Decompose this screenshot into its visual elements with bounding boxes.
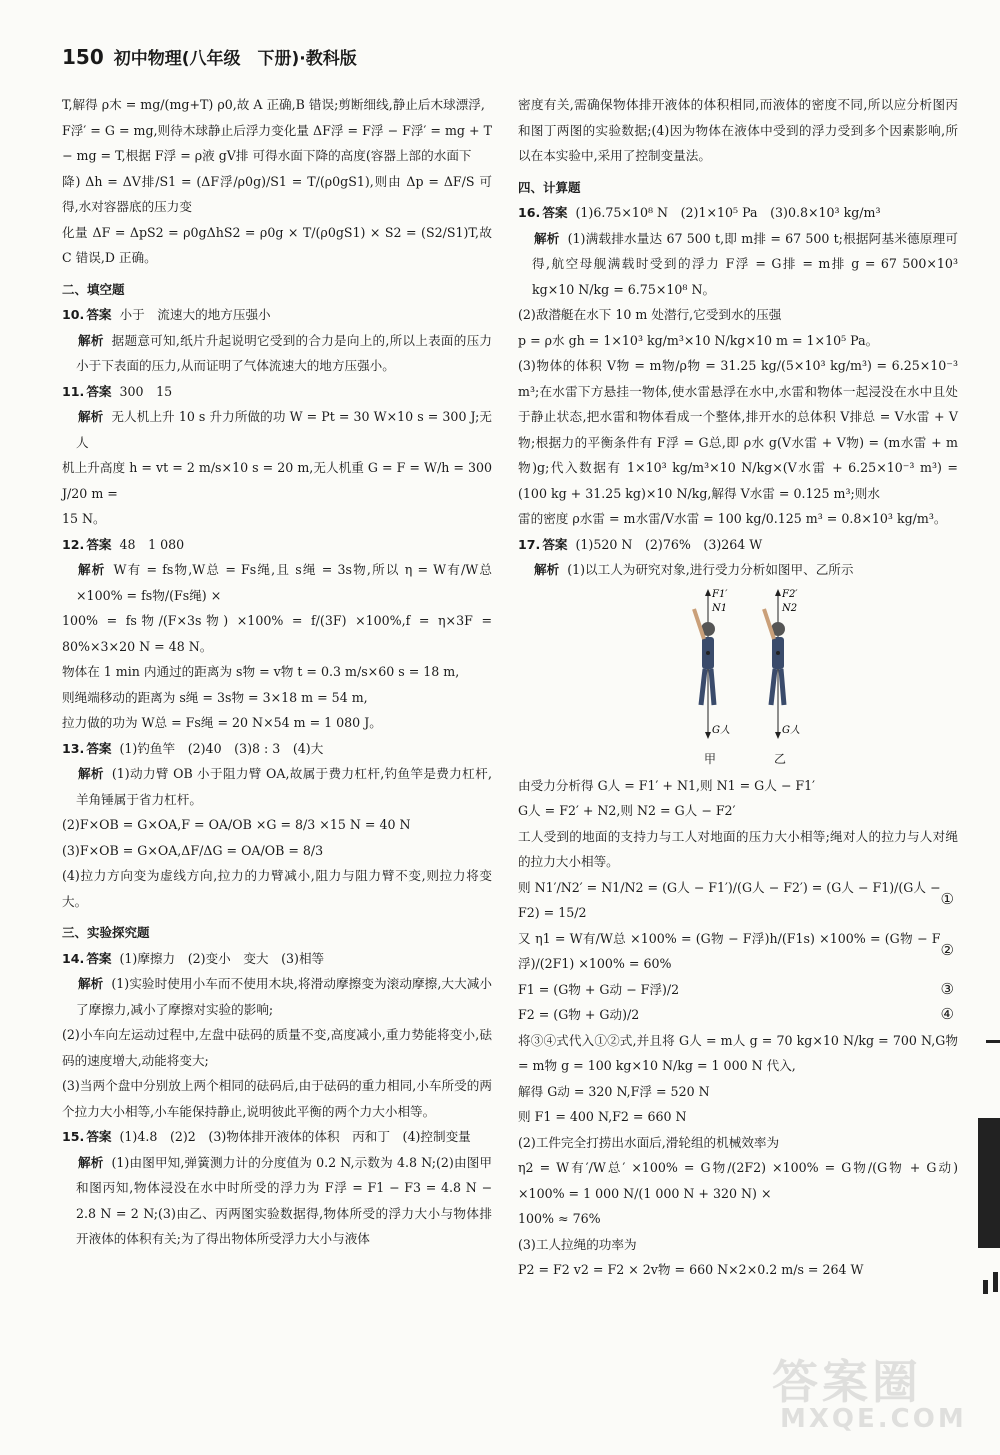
q13-answer (62, 736, 492, 762)
q10-number: 10. (62, 307, 85, 322)
q15-answer-text: (1)4.8 (2)2 (3)物体排开液体的体积 丙和丁 (4)控制变量 (119, 1129, 471, 1144)
page-number: 150 (62, 45, 104, 69)
answer-tag: 答案 (86, 950, 112, 966)
force-label: G人 (782, 724, 800, 736)
q16-explanation-line: 雷的密度 ρ水雷 = m水雷/V水雷 = 100 kg/0.125 m³ = 0.8×10³ kg/m³。 (518, 511, 947, 526)
q10-answer-text: 小于 流速大的地方压强小 (119, 307, 271, 322)
explain-tag: 解析 (78, 409, 104, 424)
q16-explanation-text: (1)满载排水量达 67 500 t,即 m排 = 67 500 t;根据阿基米德原理可得,航空母舰满载时受到的浮力 F浮 = G排 = m排 g = 67 500×10³ kg×10 N/kg = 6.75×10⁸ N。 (532, 230, 958, 297)
q12-answer (62, 532, 492, 558)
arrow-up-icon (775, 589, 781, 596)
worker-figure-a (694, 589, 730, 739)
q11-answer-text: 300 15 (119, 383, 173, 399)
q12-explanation-line: 则绳端移动的距离为 s绳 = 3s物 = 3×18 m = 54 m, (62, 689, 368, 705)
q17-line: 工人受到的地面的支持力与工人对地面的压力大小相等;绳对人的拉力与人对绳的拉力大小相等。 (518, 828, 958, 869)
q15-number: 15. (62, 1129, 85, 1144)
q17-number: 17. (518, 536, 541, 552)
worker-figure-b (764, 589, 800, 739)
equation-text: 则 N1′/N2′ = N1/N2 = (G人 − F1′)/(G人 − F2′) = (G人 − F1)/(G人 − F2) = 15/2 (518, 879, 941, 920)
explain-tag: 解析 (78, 976, 104, 991)
equation-number: ② (940, 941, 954, 960)
carry-line: 降) Δh = ΔV排/S1 = (ΔF浮/ρ0g)/S1 = T/(ρ0gS1),则由 Δp = ΔF/S 可得,水对容器底的压力变 (62, 173, 492, 214)
answer-tag: 答案 (542, 205, 568, 220)
watermark-logo: 答案圈 (772, 1355, 922, 1409)
equation-1 (518, 875, 958, 926)
q13-number: 13. (62, 740, 85, 756)
q17-line: η2 = W有′/W总′ ×100% = G物/(2F2) ×100% = G物/(G物 + G动) ×100% = 1 000 N/(1 000 N + 320 N) × (518, 1160, 958, 1201)
q17-explanation (518, 557, 958, 583)
q17-line: 由受力分析得 G人 = F1′ + N1,则 N1 = G人 − F1′ (518, 777, 815, 793)
watermark (752, 1346, 982, 1441)
q14-answer (62, 946, 492, 972)
q17-answer (518, 532, 958, 558)
q11-explanation-line: 15 N。 (62, 511, 106, 526)
q14-number: 14. (62, 950, 85, 966)
carry-line: T,解得 ρ木 = mg/(mg+T) ρ0,故 A 正确,B 错误;剪断细线,静止后木球漂浮, (62, 97, 485, 112)
scan-edge-mark (983, 1280, 988, 1294)
q12-number: 12. (62, 536, 85, 552)
force-label: F2′ (782, 588, 798, 600)
force-diagram-svg (678, 587, 818, 747)
q14-explanation (62, 971, 492, 1022)
arrow-up-icon (705, 589, 711, 596)
q10-answer (62, 302, 492, 328)
section-calculation: 四、计算题 (518, 179, 581, 195)
q10-explanation-text: 据题意可知,纸片升起说明它受到的合力是向上的,所以上表面的压力小于下表面的压力,从而证明了气体流速大的地方压强小。 (76, 332, 493, 373)
page-header (62, 44, 942, 74)
equation-number: ④ (940, 1005, 954, 1023)
force-point-icon (776, 651, 780, 655)
q11-answer (62, 379, 492, 405)
q15-explanation-text: (1)由图甲知,弹簧测力计的分度值为 0.2 N,示数为 4.8 N;(2)由图甲和图丙知,物体浸没在水中时所受的浮力为 F浮 = F1 − F3 = 4.8 N − 2.8 N = 2 N;(3)由乙、丙两图实验数据得,物体所受的浮力大小与物体排开液体的体积有关;为了得出物体所受浮力大小与液体 (76, 1154, 493, 1246)
worker-arm-icon (764, 609, 774, 639)
q17-answer-text: (1)520 N (2)76% (3)264 W (575, 536, 763, 552)
q17-line: 解得 G动 = 320 N,F浮 = 520 N (518, 1083, 710, 1099)
figure-label-yi: 乙 (774, 751, 787, 766)
section-fill-blank: 二、填空题 (62, 281, 125, 297)
explain-tag: 解析 (78, 332, 104, 348)
left-column (62, 92, 492, 1252)
q13-answer-text: (1)钓鱼竿 (2)40 (3)8 : 3 (4)大 (119, 740, 324, 756)
q16-answer (518, 200, 958, 226)
q16-answer-text: (1)6.75×10⁸ N (2)1×10⁵ Pa (3)0.8×10³ kg/m³ (575, 205, 881, 220)
carry-paragraph: 密度有关,需确保物体排开液体的体积相同,而液体的密度不同,所以应分析图丙和图丁两图的实验数据;(4)因为物体在液体中受到的浮力受到多个因素影响,所以在本实验中,采用了控制变量法。 (518, 97, 958, 163)
q14-explanation-line: (2)小车向左运动过程中,左盘中砝码的质量不变,高度减小,重力势能将变小,砝码的速度增大,动能将变大; (62, 1027, 492, 1068)
q11-explanation-line: 机上升高度 h = vt = 2 m/s×10 s = 20 m,无人机重 G = F = W/h = 300 J/20 m = (62, 460, 492, 501)
q14-explanation-line: (3)当两个盘中分别放上两个相同的砝码后,由于砝码的重力相同,小车所受的两个拉力大小相等,小车能保持静止,说明彼此平衡的两个力大小相等。 (62, 1078, 492, 1119)
q17-line: (2)工件完全打捞出水面后,滑轮组的机械效率为 (518, 1134, 780, 1150)
q12-explanation-line: 物体在 1 min 内通过的距离为 s物 = v物 t = 0.3 m/s×60 s = 18 m, (62, 664, 460, 679)
carry-line: F浮′ = G = mg,则待木球静止后浮力变化量 ΔF浮 = F浮 − F浮′ = mg + T − mg = T,根据 F浮 = ρ液 gV排 可得水面下降的高度(容器上部的水面下 (62, 122, 492, 163)
explain-tag: 解析 (534, 562, 560, 577)
section-experiment: 三、实验探究题 (62, 925, 150, 940)
q16-explanation-line: (2)敌潜艇在水下 10 m 处潜行,它受到水的压强 (518, 307, 782, 322)
answer-tag: 答案 (86, 1129, 112, 1144)
explain-tag: 解析 (534, 230, 560, 246)
scan-edge-mark (986, 1040, 1000, 1043)
force-label: F1′ (712, 588, 728, 600)
force-label: G人 (712, 724, 730, 736)
force-label: N1 (712, 602, 728, 614)
watermark-url: MXQE.COM (780, 1404, 967, 1434)
equation-2 (518, 926, 958, 977)
q12-explanation-text: W有 = fs物,W总 = Fs绳,且 s绳 = 3s物,所以 η = W有/W总 ×100% = fs物/(Fs绳) × (76, 562, 492, 603)
scan-edge-mark (978, 1118, 1000, 1248)
q16-explanation (518, 226, 958, 303)
q16-explanation-line: p = ρ水 gh = 1×10³ kg/m³×10 N/kg×10 m = 1×10⁵ Pa。 (518, 332, 879, 348)
q17-line: 则 F1 = 400 N,F2 = 660 N (518, 1109, 687, 1124)
answer-tag: 答案 (86, 307, 112, 322)
q17-line: 100% ≈ 76% (518, 1211, 601, 1226)
q12-explanation-line: 拉力做的功为 W总 = Fs绳 = 20 N×54 m = 1 080 J。 (62, 715, 382, 730)
q13-explanation (62, 761, 492, 812)
arrow-down-icon (775, 732, 781, 739)
q12-explanation (62, 557, 492, 608)
q12-answer-text: 48 1 080 (119, 536, 185, 552)
q16-explanation-line: (3)物体的体积 V物 = m物/ρ物 = 31.25 kg/(5×10³ kg/m³) = 6.25×10⁻³ m³;在水雷下方悬挂一物体,使水雷悬浮在水中,水雷和物体一起浸没在水中且处于静止状态,把水雷和物体看成一个整体,排开水的总体积 V排总 = V水雷 + V物;根据力的平衡条件有 F浮 = G总,即 ρ水 g(V水雷 + V物) = (m水雷 + m物)g;代入数据有 1×10³ kg/m³×10 N/kg×(V水雷 + 6.25×10⁻³ m³) = (100 kg + 31.25 kg)×10 N/kg,解得 V水雷 = 0.125 m³;则水 (518, 358, 958, 501)
worker-leg-icon (781, 669, 784, 705)
answer-tag: 答案 (542, 536, 568, 552)
q11-explanation-text: 无人机上升 10 s 升力所做的功 W = Pt = 30 W×10 s = 300 J;无人 (76, 409, 493, 450)
right-column (518, 92, 958, 1283)
q10-explanation (62, 328, 492, 379)
force-point-icon (706, 651, 710, 655)
answer-tag: 答案 (86, 536, 112, 552)
carry-line: 化量 ΔF = ΔpS2 = ρ0gΔhS2 = ρ0g × T/(ρ0gS1) × S2 = (S2/S1)T,故 C 错误,D 正确。 (62, 224, 492, 265)
q12-explanation-line: 100% = fs物/(F×3s物) ×100% = f/(3F) ×100%,f = η×3F = 80%×3×20 N = 48 N。 (62, 613, 492, 654)
q16-number: 16. (518, 205, 541, 220)
q11-number: 11. (62, 383, 85, 399)
force-diagram (518, 587, 958, 767)
equation-4 (518, 1002, 958, 1028)
q17-line: 将③④式代入①②式,并且将 G人 = m人 g = 70 kg×10 N/kg = 700 N,G物 = m物 g = 100 kg×10 N/kg = 1 000 N 代入, (518, 1032, 958, 1073)
equation-text: F2 = (G物 + G动)/2 (518, 1007, 640, 1022)
worker-leg-icon (771, 669, 775, 705)
q13-explanation-line: (2)F×OB = G×OA,F = OA/OB ×G = 8/3 ×15 N = 40 N (62, 817, 411, 832)
explain-tag: 解析 (78, 766, 104, 781)
worker-leg-icon (711, 669, 714, 705)
q11-explanation (62, 404, 492, 455)
equation-number: ③ (940, 979, 954, 998)
equation-number: ① (940, 890, 954, 909)
scan-edge-mark (993, 1272, 998, 1292)
force-label: N2 (782, 602, 798, 614)
worker-arm-icon (694, 609, 704, 639)
equation-text: 又 η1 = W有/W总 ×100% = (G物 − F浮)h/(F1s) ×100% = (G物 − F浮)/(2F1) ×100% = 60% (518, 930, 941, 971)
q14-answer-text: (1)摩擦力 (2)变小 变大 (3)相等 (119, 950, 325, 966)
q15-answer (62, 1124, 492, 1150)
arrow-down-icon (705, 732, 711, 739)
q13-explanation-text: (1)动力臂 OB 小于阻力臂 OA,故属于费力杠杆,钓鱼竿是费力杠杆,羊角锤属于省力杠杆。 (76, 766, 493, 807)
answer-tag: 答案 (86, 383, 112, 399)
equation-3 (518, 977, 958, 1003)
q13-explanation-line: (3)F×OB = G×OA,ΔF/ΔG = OA/OB = 8/3 (62, 842, 324, 858)
equation-text: F1 = (G物 + G动 − F浮)/2 (518, 981, 680, 997)
explain-tag: 解析 (78, 1154, 104, 1170)
q17-line: P2 = F2 v2 = F2 × 2v物 = 660 N×2×0.2 m/s = 264 W (518, 1262, 864, 1277)
q17-line: (3)工人拉绳的功率为 (518, 1236, 637, 1252)
explain-tag: 解析 (78, 562, 106, 577)
q17-line: G人 = F2′ + N2,则 N2 = G人 − F2′ (518, 803, 736, 818)
q17-explanation-text: (1)以工人为研究对象,进行受力分析如图甲、乙所示 (567, 562, 854, 577)
q13-explanation-line: (4)拉力方向变为虚线方向,拉力的力臂减小,阻力与阻力臂不变,则拉力将变大。 (62, 868, 492, 909)
worker-leg-icon (701, 669, 705, 705)
q15-explanation (62, 1150, 492, 1252)
figure-label-jia: 甲 (704, 751, 717, 766)
answer-tag: 答案 (86, 740, 112, 756)
q14-explanation-text: (1)实验时使用小车而不使用木块,将滑动摩擦变为滚动摩擦,大大减小了摩擦力,减小了摩擦对实验的影响; (76, 976, 492, 1017)
book-title: 初中物理(八年级 下册)·教科版 (113, 49, 357, 69)
